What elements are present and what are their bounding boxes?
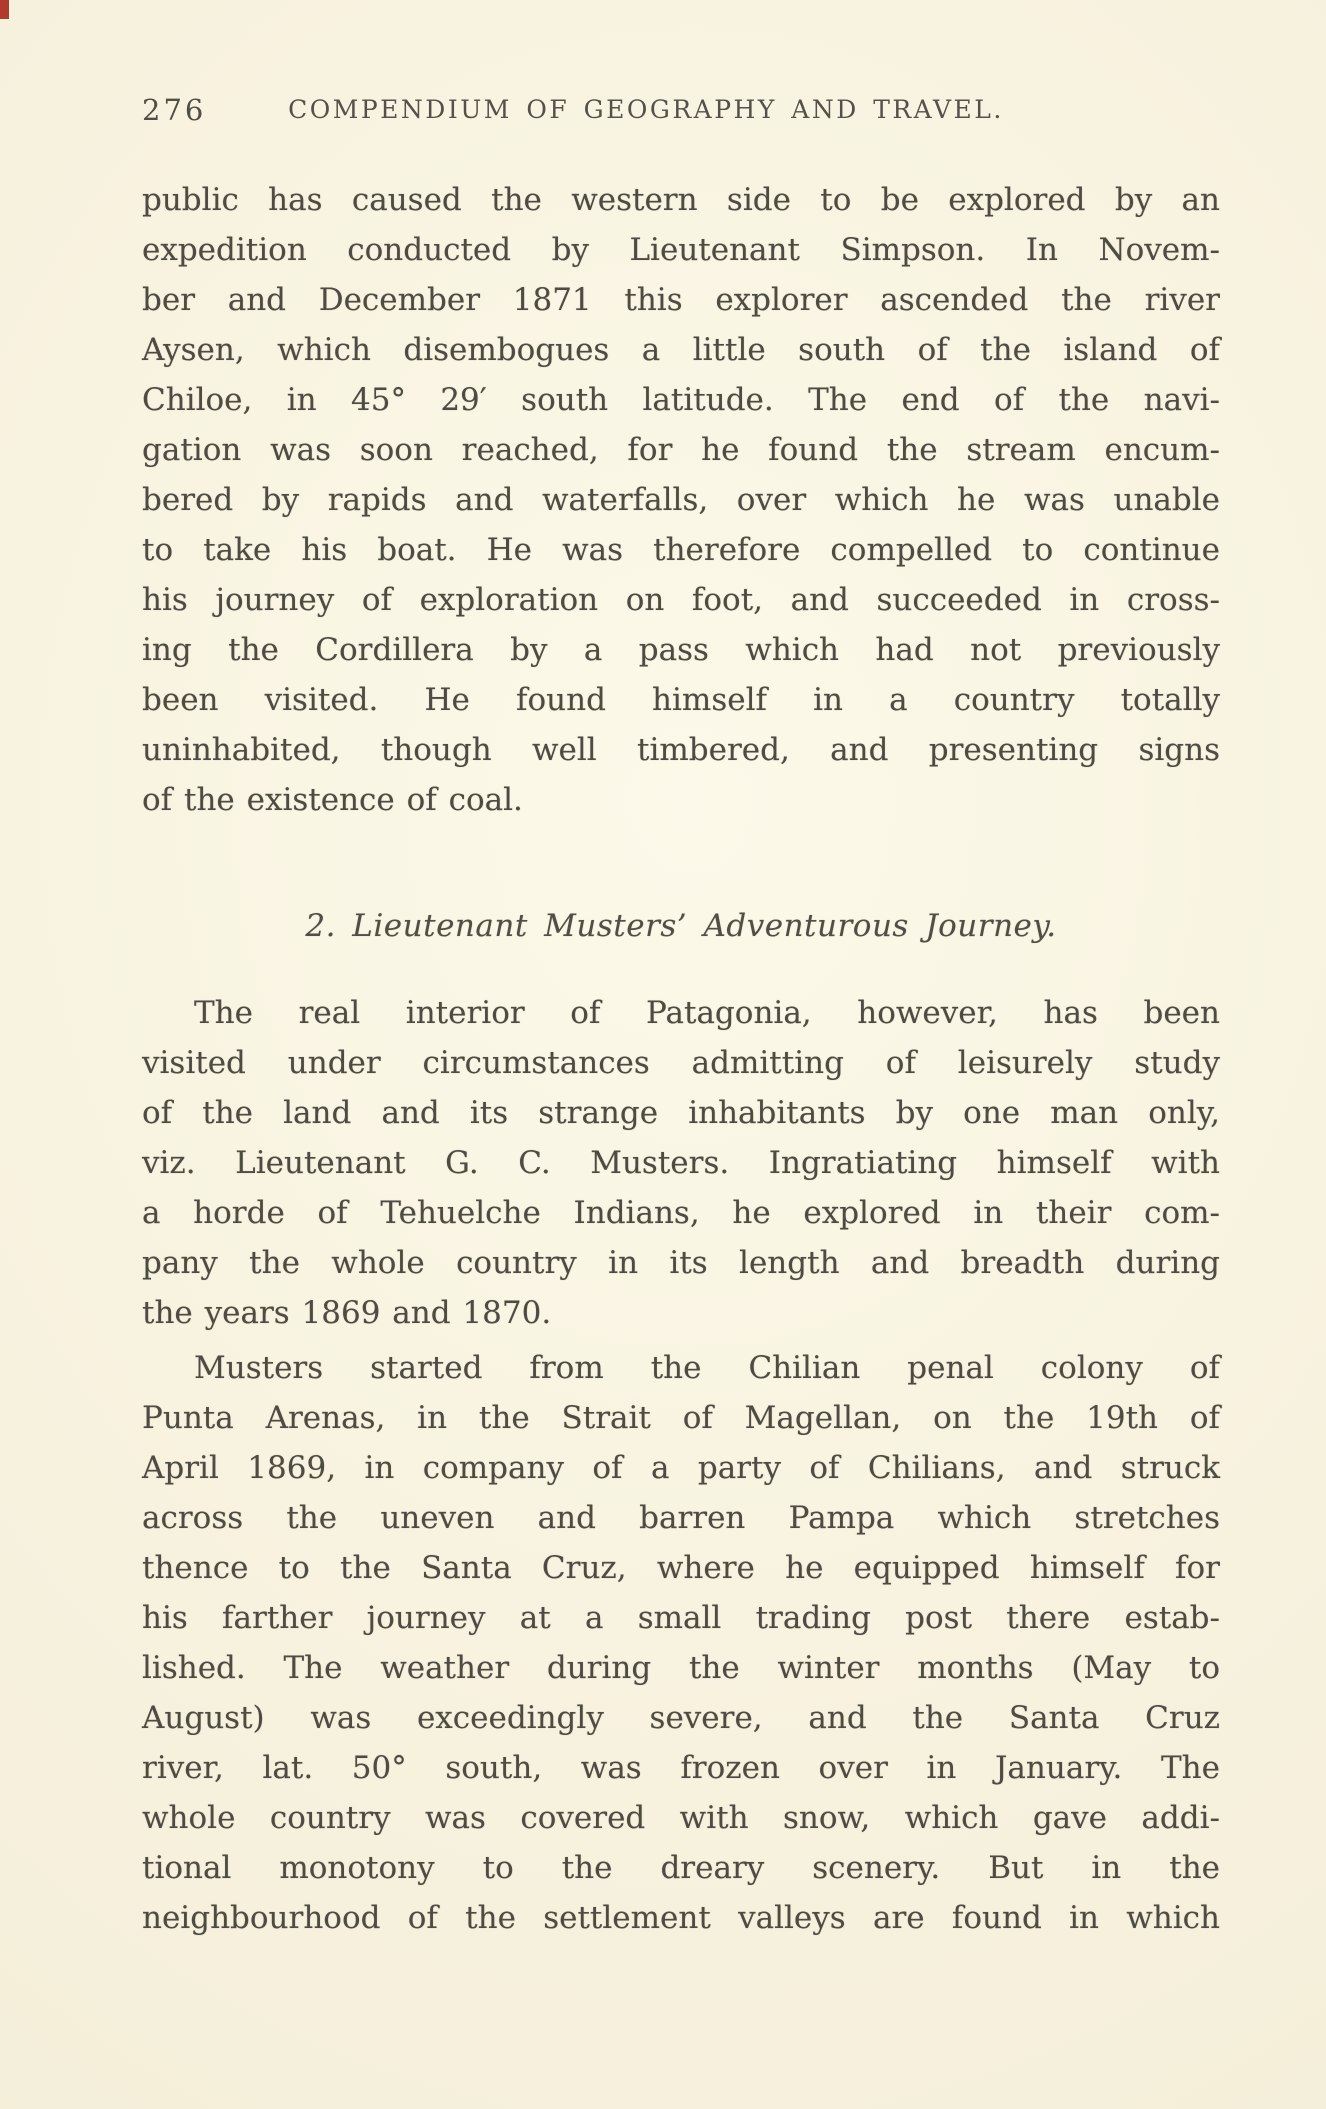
text-line: uninhabited, though well timbered, and presenting signs [142, 732, 1220, 768]
text-line: gation was soon reached, for he found the stream encum- [142, 432, 1220, 468]
text-line: visited under circumstances admitting of leisurely study [142, 1045, 1220, 1081]
text-line: viz. Lieutenant G. C. Musters. Ingratiating himself with [142, 1145, 1220, 1181]
text-line: Aysen, which disembogues a little south of the island of [142, 332, 1220, 368]
running-head [142, 93, 1220, 129]
text-line: of the land and its strange inhabitants by one man only, [142, 1095, 1220, 1131]
text-line: Chiloe, in 45° 29′ south latitude. The end of the navi- [142, 382, 1220, 418]
text-line: to take his boat. He was therefore compelled to continue [142, 532, 1220, 568]
text-line: been visited. He found himself in a country totally [142, 682, 1220, 718]
text-line: pany the whole country in its length and breadth during [142, 1245, 1220, 1281]
text-line: lished. The weather during the winter months (May to [142, 1650, 1220, 1686]
text-line: tional monotony to the dreary scenery. But in the [142, 1850, 1220, 1886]
text-line: August) was exceedingly severe, and the Santa Cruz [142, 1700, 1220, 1736]
text-line: the years 1869 and 1870. [142, 1295, 552, 1331]
text-line: Musters started from the Chilian penal colony of [194, 1350, 1220, 1386]
text-line: expedition conducted by Lieutenant Simpson. In Novem- [142, 232, 1220, 268]
text-line: his journey of exploration on foot, and succeeded in cross- [142, 582, 1220, 618]
paragraph-simpson-expedition [142, 175, 1220, 825]
text-line: whole country was covered with snow, which gave addi- [142, 1800, 1220, 1836]
text-line: The real interior of Patagonia, however, has been [194, 995, 1220, 1031]
text-line: public has caused the western side to be explored by an [142, 182, 1220, 218]
text-line: his farther journey at a small trading post there estab- [142, 1600, 1220, 1636]
paragraph-musters-journey [142, 1343, 1220, 1943]
text-line: ing the Cordillera by a pass which had not previously [142, 632, 1220, 668]
paragraph-musters-intro [142, 988, 1220, 1338]
text-line: thence to the Santa Cruz, where he equipped himself for [142, 1550, 1220, 1586]
text-line: bered by rapids and waterfalls, over which he was unable [142, 482, 1220, 518]
text-line: a horde of Tehuelche Indians, he explored in their com- [142, 1195, 1220, 1231]
text-line: Punta Arenas, in the Strait of Magellan, on the 19th of [142, 1400, 1220, 1436]
scan-corner-mark [0, 0, 9, 19]
text-line: ber and December 1871 this explorer ascended the river [142, 282, 1220, 318]
text-line: neighbourhood of the settlement valleys are found in which [142, 1900, 1220, 1936]
page-number: 276 [142, 93, 207, 127]
running-title: COMPENDIUM OF GEOGRAPHY AND TRAVEL. [288, 95, 1004, 124]
text-line: river, lat. 50° south, was frozen over in January. The [142, 1750, 1220, 1786]
text-line: April 1869, in company of a party of Chilians, and struck [142, 1450, 1220, 1486]
text-line: of the existence of coal. [142, 782, 523, 818]
section-heading: 2. Lieutenant Musters’ Adventurous Journey. [305, 908, 1057, 944]
text-line: across the uneven and barren Pampa which stretches [142, 1500, 1220, 1536]
